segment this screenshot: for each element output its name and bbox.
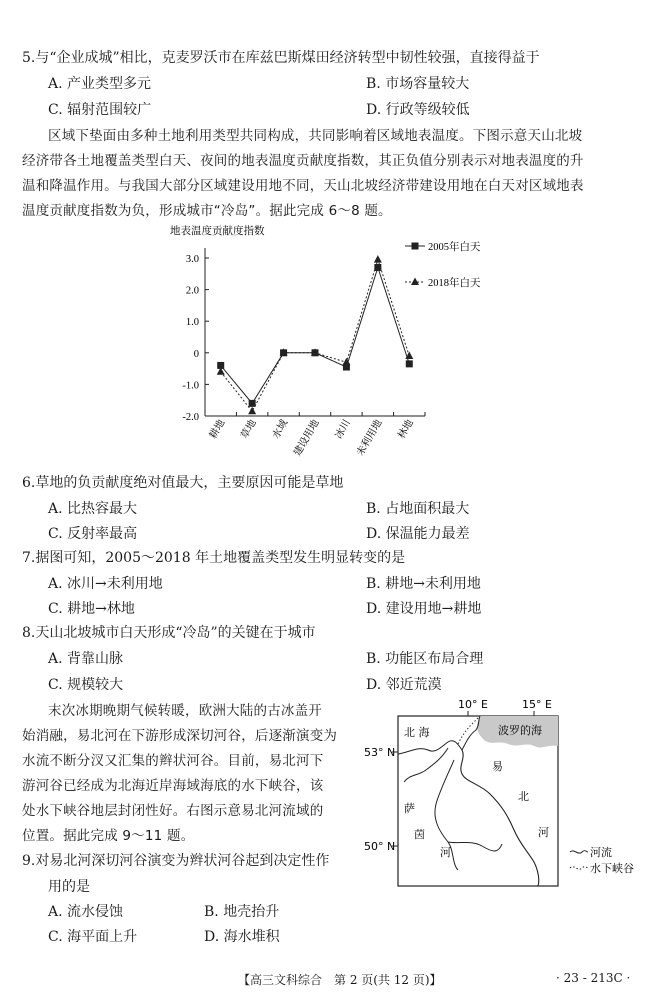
intro-paragraph-line: 经济带各土地覆盖类型白天、夜间的地表温度贡献度指数，其正负值分别表示对地表温度的升: [22, 153, 584, 169]
question-7-stem: 7.据图可知，2005～2018 年土地覆盖类型发生明显转变的是: [22, 550, 406, 566]
river-name-char: 河: [538, 826, 549, 839]
page-footer: 【高三文科综合 第 2 页(共 12 页)】: [238, 973, 442, 987]
legend-marker-square: [412, 243, 419, 250]
x-category-label: 耕地: [207, 418, 228, 441]
series-line: [221, 267, 410, 403]
question-6-option-b: B. 占地面积最大: [366, 501, 470, 517]
latitude-label-53n: 53° N: [364, 746, 396, 759]
intro2-paragraph-line: 水流不断分汊又汇集的辫状河谷。目前，易北河下: [22, 753, 324, 769]
y-tick-label: 2.0: [185, 285, 199, 297]
intro2-paragraph-line: 末次冰期晚期气候转暖，欧洲大陆的古冰盖开: [48, 703, 322, 719]
question-9-stem: 9.对易北河深切河谷演变为辫状河谷起到决定性作: [22, 853, 330, 869]
legend-marker-triangle: [411, 278, 419, 286]
question-6-option-d: D. 保温能力最差: [366, 526, 470, 542]
question-6-option-a: A. 比热容最大: [48, 501, 138, 517]
land-cover-temperature-chart: [150, 218, 510, 463]
question-7-option-c: C. 耕地→林地: [48, 601, 135, 617]
x-category-label: 水域: [270, 418, 291, 441]
question-8-option-a: A. 背靠山脉: [48, 651, 124, 667]
question-6-option-c: C. 反射率最高: [48, 526, 138, 542]
question-9-option-a: A. 流水侵蚀: [48, 904, 124, 920]
y-tick-label: 3.0: [185, 254, 199, 265]
saale-name-char: 河: [440, 846, 451, 859]
y-axis-label: 地表温度贡献度指数: [170, 226, 265, 237]
question-9-option-d: D. 海水堆积: [204, 929, 280, 945]
y-tick-label: -1.0: [182, 380, 199, 392]
question-7-option-a: A. 冰川→未利用地: [48, 576, 163, 592]
longitude-label-10e: 10° E: [458, 698, 488, 711]
question-9-option-c: C. 海平面上升: [48, 929, 138, 945]
x-category-label: 冰川: [333, 418, 354, 441]
question-5-option-b: B. 市场容量较大: [366, 76, 470, 92]
legend-canyon-label: 水下峡谷: [590, 862, 634, 875]
legend-label: 2005年白天: [428, 242, 481, 253]
intro2-paragraph-line: 处水下峡谷地层封闭性好。右图示意易北河流域的: [22, 803, 324, 819]
intro-paragraph-line: 区域下垫面由多种土地利用类型共同构成，共同影响着区域地表温度。下图示意天山北坡: [48, 128, 583, 144]
intro2-paragraph-line: 位置。据此完成 9～11 题。: [22, 828, 195, 844]
question-7-option-b: B. 耕地→未利用地: [366, 576, 481, 592]
question-8-option-b: B. 功能区布局合理: [366, 651, 484, 667]
intro-paragraph-line: 温和降温作用。与我国大部分区域建设用地不同，天山北坡经济带建设用地在白天对区域地表: [22, 178, 584, 194]
river-name-char: 北: [518, 790, 529, 803]
question-9-option-b: B. 地壳抬升: [204, 904, 280, 920]
data-point-triangle: [248, 407, 256, 415]
question-5-option-d: D. 行政等级较低: [366, 102, 470, 118]
x-category-label: 未利用地: [354, 418, 385, 459]
y-tick-label: -2.0: [182, 412, 199, 423]
intro2-paragraph-line: 始消融，易北河在下游形成深切河谷，后逐渐演变为: [22, 728, 338, 744]
question-5-option-a: A. 产业类型多元: [48, 76, 152, 92]
intro2-paragraph-line: 游河谷已经成为北海近岸海域海底的水下峡谷，该: [22, 778, 324, 794]
data-point-square: [406, 360, 413, 367]
question-7-option-d: D. 建设用地→耕地: [366, 601, 482, 617]
exam-code: · 23 - 213C ·: [556, 971, 631, 985]
question-8-option-d: D. 邻近荒漠: [366, 677, 442, 693]
series-line: [221, 260, 410, 412]
legend-canyon-symbol: [570, 867, 588, 869]
question-6-stem: 6.草地的负贡献度绝对值最大，主要原因可能是草地: [22, 475, 344, 491]
question-9-stem-cont: 用的是: [48, 879, 90, 895]
river-name-char: 易: [492, 760, 503, 773]
y-tick-label: 0: [193, 348, 199, 360]
x-category-label: 草地: [239, 418, 259, 441]
elbe-river-map: [362, 694, 642, 890]
x-category-label: 林地: [396, 418, 416, 441]
latitude-label-50n: 50° N: [364, 840, 396, 853]
question-8-option-c: C. 规模较大: [48, 677, 124, 693]
question-5-option-c: C. 辐射范围较广: [48, 102, 152, 118]
north-sea-label: 北 海: [404, 726, 430, 739]
x-category-label: 建设用地: [292, 418, 322, 459]
question-5-stem: 5.与“企业成城”相比，克麦罗沃市在库兹巴斯煤田经济转型中韧性较强，直接得益于: [22, 50, 540, 66]
baltic-sea-label: 波罗的海: [498, 724, 542, 737]
legend-river-label: 河流: [590, 846, 612, 859]
legend-label: 2018年白天: [428, 278, 481, 289]
saale-name-char: 茵: [414, 828, 425, 841]
data-point-triangle: [374, 255, 382, 263]
intro-paragraph-line: 温度贡献度指数为负，形成城市“冷岛”。据此完成 6～8 题。: [22, 203, 392, 219]
legend-river-symbol: [570, 851, 588, 853]
y-tick-label: 1.0: [185, 317, 199, 329]
longitude-label-15e: 15° E: [522, 698, 552, 711]
saale-name-char: 萨: [404, 802, 415, 815]
question-8-stem: 8.天山北坡城市白天形成“冷岛”的关键在于城市: [22, 625, 316, 641]
